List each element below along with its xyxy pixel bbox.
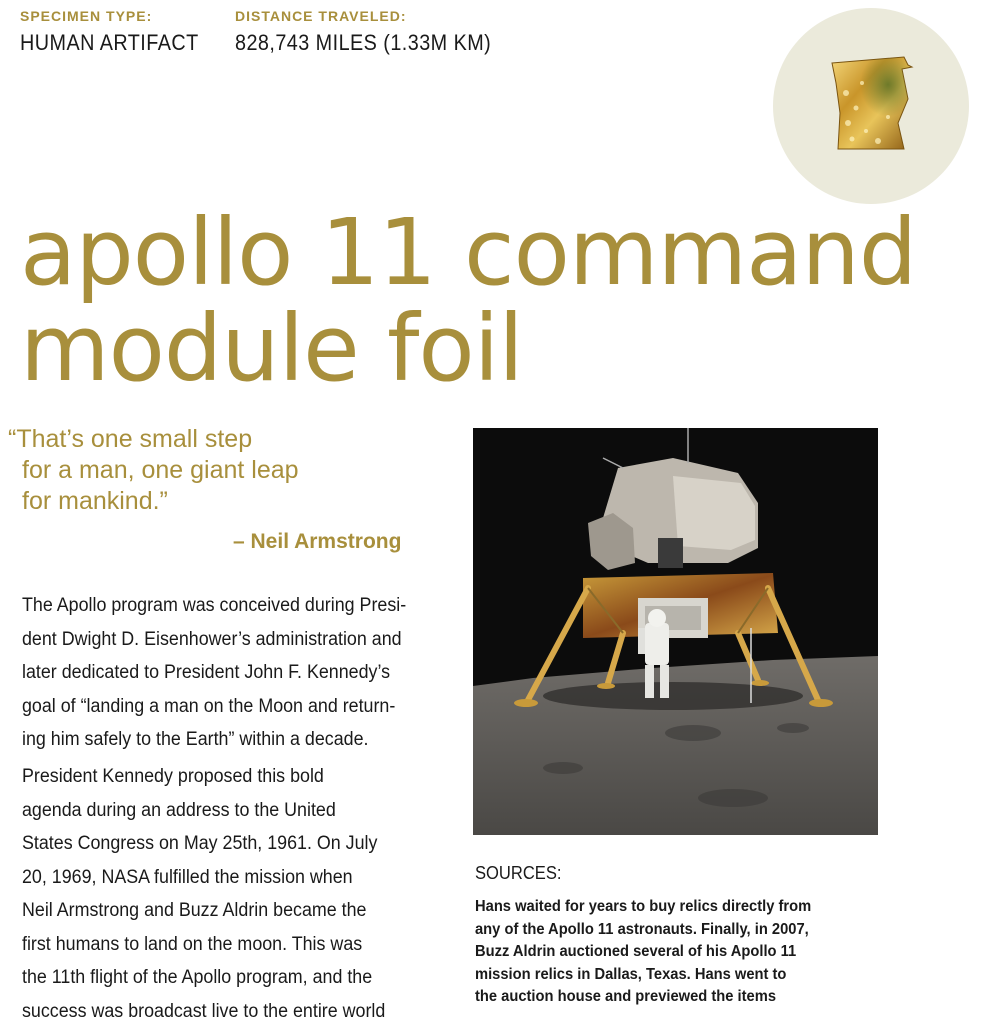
quote-attribution: – Neil Armstrong [233,530,401,554]
quote-line-1: “That’s one small step [8,424,428,455]
foil-fragment-image [828,53,918,153]
lunar-module-illustration [473,428,878,835]
text-line: Hans waited for years to buy relics directly from [475,896,843,919]
specimen-thumbnail [773,8,969,204]
body-paragraph-1 [22,589,427,757]
text-line: the 11th flight of the Apollo program, and the [22,961,403,995]
text-line: any of the Apollo 11 astronauts. Finally, in 2007, [475,919,843,942]
text-line: first humans to land on the moon. This was [22,928,403,962]
text-line: dent Dwight D. Eisenhower’s administration and [22,623,403,657]
text-line: later dedicated to President John F. Kennedy’s [22,656,403,690]
pull-quote [8,424,428,517]
text-line: Neil Armstrong and Buzz Aldrin became the [22,894,403,928]
title-line-1: apollo 11 command [20,205,916,301]
text-line: the auction house and previewed the items [475,986,843,1009]
quote-line-2: for a man, one giant leap [8,455,428,486]
text-line: agenda during an address to the United [22,794,403,828]
quote-line-3: for mankind.” [8,486,428,517]
title-line-2: module foil [20,301,916,397]
text-line: States Congress on May 25th, 1961. On July [22,827,403,861]
text-line: success was broadcast live to the entire world [22,995,403,1028]
sources-text [475,896,875,1009]
distance-traveled-label: DISTANCE TRAVELED: [235,8,406,24]
distance-traveled-value: 828,743 MILES (1.33M KM) [235,30,491,56]
text-line: The Apollo program was conceived during Presi- [22,589,403,623]
sources-heading: SOURCES: [475,863,562,884]
text-line: goal of “landing a man on the Moon and return- [22,690,403,724]
text-line: President Kennedy proposed this bold [22,760,403,794]
text-line: mission relics in Dallas, Texas. Hans went to [475,964,843,987]
text-line: 20, 1969, NASA fulfilled the mission when [22,861,403,895]
lunar-module-photo [473,428,878,835]
body-paragraph-2 [22,760,427,1028]
page-title [20,205,916,397]
specimen-type-value: HUMAN ARTIFACT [20,30,199,56]
text-line: ing him safely to the Earth” within a decade. [22,723,403,757]
specimen-type-label: SPECIMEN TYPE: [20,8,152,24]
text-line: Buzz Aldrin auctioned several of his Apollo 11 [475,941,843,964]
